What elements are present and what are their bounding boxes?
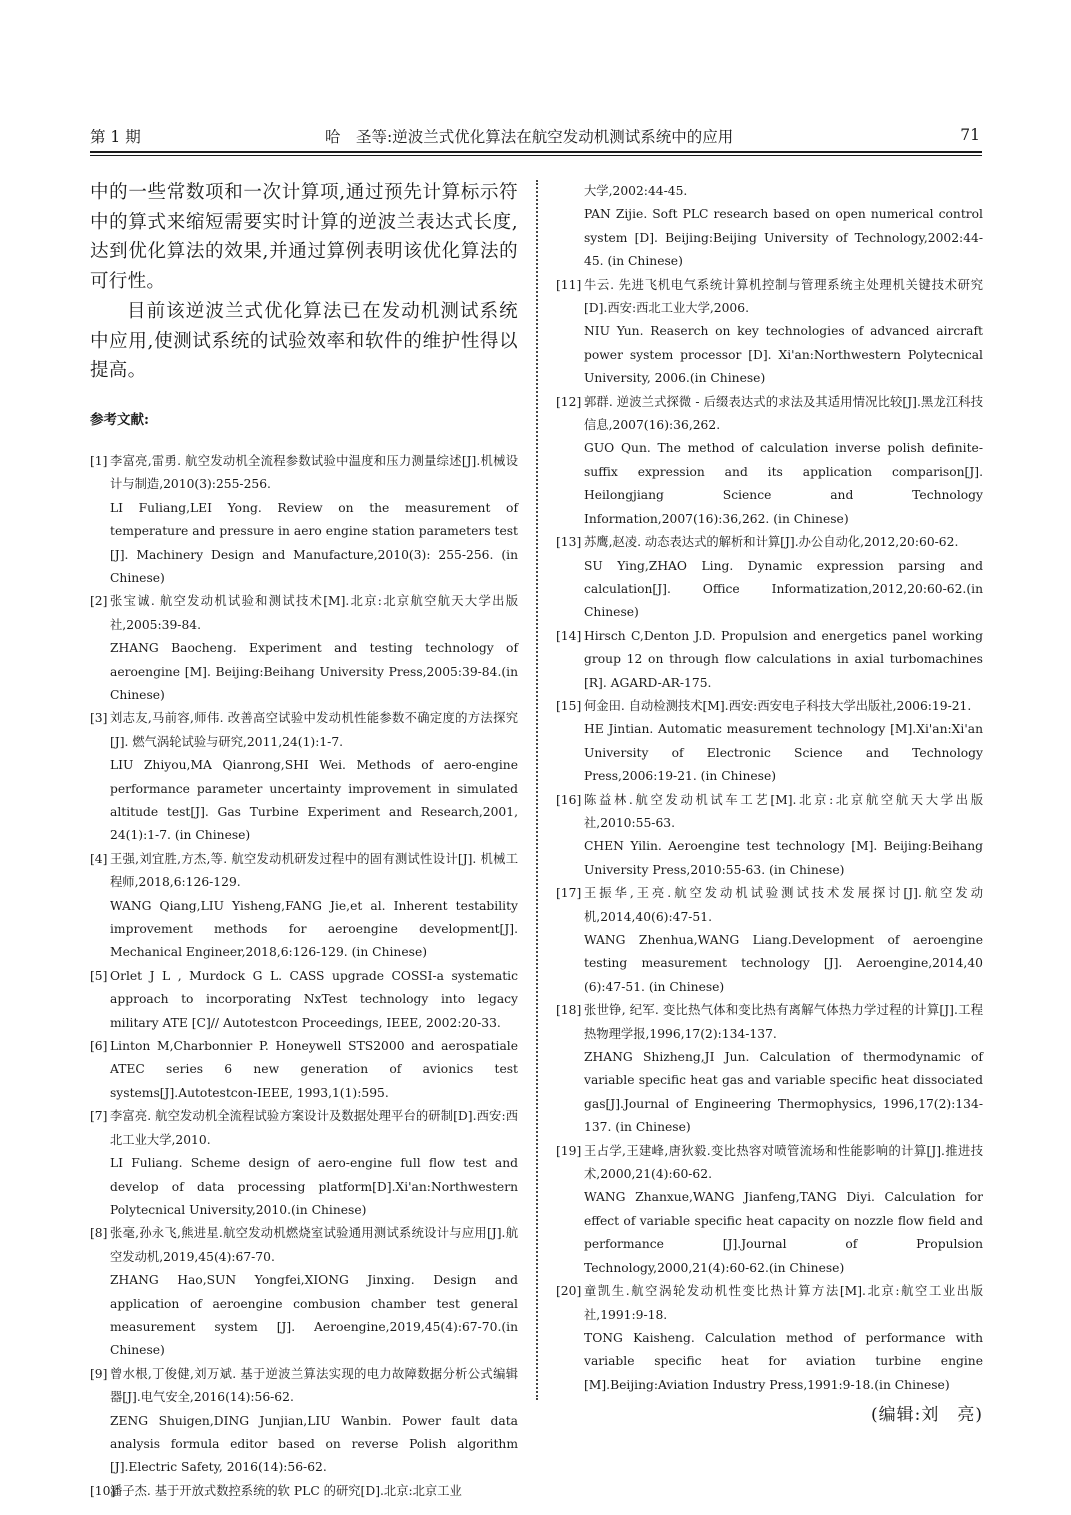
reference-item xyxy=(556,531,983,625)
reference-number: [9] xyxy=(90,1366,108,1381)
reference-zh: 苏鹰,赵凌. 动态表达式的解析和计算[J].办公自动化,2012,20:60-62. xyxy=(584,535,959,550)
reference-zh: 何金田. 自动检测技术[M].西安:西安电子科技大学出版社,2006:19-21. xyxy=(584,698,972,713)
reference-number: [17] xyxy=(556,886,582,901)
header-rule-thin xyxy=(90,155,982,156)
body-paragraph-1: 中的一些常数项和一次计算项,通过预先计算标示符中的算式来缩短需要实时计算的逆波兰表达式长度,达到优化算法的效果,并通过算例表明该优化算法的可行性。 xyxy=(90,182,518,293)
reference-number: [5] xyxy=(90,968,108,983)
reference-item xyxy=(90,1222,518,1362)
reference-zh: 陈益林.航空发动机试车工艺[M].北京:北京航空航天大学出版社,2010:55-63. xyxy=(584,792,983,830)
reference-en: LIU Zhiyou,MA Qianrong,SHI Wei. Methods of aero-engine performance parameter uncertainty improvement in simulated altitude test[J]. Gas Turbine Experiment and Research,2001, 24(1):1-7. (in Chinese) xyxy=(110,758,518,843)
reference-zh-line xyxy=(90,590,518,637)
reference-item xyxy=(90,1105,518,1222)
reference-number: [11] xyxy=(556,277,582,292)
reference-zh: 刘志友,马前容,师伟. 改善高空试验中发动机性能参数不确定度的方法探究[J]. 燃气涡轮试验与研究,2011,24(1):1-7. xyxy=(110,711,518,749)
reference-zh-line xyxy=(556,274,983,321)
reference-number: [19] xyxy=(556,1143,582,1158)
reference-number: [16] xyxy=(556,792,582,807)
reference-zh: 郭群. 逆波兰式探微 - 后缀表达式的求法及其适用情况比较[J].黑龙江科技信息,2007(16):36,262. xyxy=(584,394,983,433)
reference-en: TONG Kaisheng. Calculation method of performance with variable specific heat for aviation turbine engine [M].Beijing:Aviation Industry Press,1991:9-18.(in Chinese) xyxy=(584,1330,983,1392)
reference-item xyxy=(556,1280,983,1397)
reference-item xyxy=(556,391,983,531)
reference-item xyxy=(90,1363,518,1480)
reference-item xyxy=(556,274,983,391)
reference-en: CHEN Yilin. Aeroengine test technology [M]. Beijing:Beihang University Press,2010:55-63. (in Chinese) xyxy=(584,839,983,877)
issue-number: 第 1 期 xyxy=(90,128,141,146)
reference-zh: 张世铮, 纪军. 变比热气体和变比热有离解气体热力学过程的计算[J].工程热物理学报,1996,17(2):134-137. xyxy=(584,1003,983,1041)
reference-zh-line xyxy=(556,1140,983,1187)
reference-zh: 童凯生.航空涡轮发动机性变比热计算方法[M].北京:航空工业出版社,1991:9-18. xyxy=(584,1284,983,1322)
reference-item xyxy=(556,1140,983,1280)
reference-list-right xyxy=(556,274,983,1398)
reference-item xyxy=(90,1035,518,1105)
reference-number: [20] xyxy=(556,1284,582,1299)
page-number: 71 xyxy=(960,126,980,144)
editor-credit: (编辑:刘 亮) xyxy=(871,1405,983,1426)
reference-en: ZHANG Baocheng. Experiment and testing technology of aeroengine [M]. Beijing:Beihang University Press,2005:39-84.(in Chinese) xyxy=(110,641,518,702)
reference-item-continued xyxy=(556,180,983,274)
reference-number: [12] xyxy=(556,394,582,409)
reference-zh: 张毫,孙永飞,熊进星.航空发动机燃烧室试验通用测试系统设计与应用[J].航空发动机,2019,45(4):67-70. xyxy=(110,1226,518,1264)
reference-zh: 李富亮. 航空发动机全流程试验方案设计及数据处理平台的研制[D].西安:西北工业大学,2010. xyxy=(110,1109,518,1147)
reference-item xyxy=(90,848,518,965)
reference-item xyxy=(90,965,518,1035)
reference-zh-line xyxy=(556,999,983,1046)
reference-item xyxy=(90,590,518,707)
reference-zh-line xyxy=(556,789,983,836)
references-heading: 参考文献: xyxy=(90,411,149,428)
reference-number: [6] xyxy=(90,1039,108,1054)
reference-item xyxy=(556,882,983,999)
reference-item xyxy=(90,450,518,590)
reference-en: SU Ying,ZHAO Ling. Dynamic expression parsing and calculation[J]. Office Informatization,2012,20:60-62.(in Chinese) xyxy=(584,558,983,620)
reference-zh: Orlet J L , Murdock G L. CASS upgrade COSSI-a systematic approach to incorporating NxTest technology into legacy military ATE [C]// Autotestcon Proceedings, IEEE, 2002:20-33. xyxy=(110,968,518,1030)
right-column xyxy=(556,180,983,1429)
reference-zh-line xyxy=(90,848,518,895)
reference-zh-line xyxy=(90,1480,518,1503)
reference-en: WANG Zhenhua,WANG Liang.Development of aeroengine testing measurement technology [J]. Aeroengine,2014,40 (6):47-51. (in Chinese) xyxy=(584,933,983,994)
reference-zh: 曾水根,丁俊健,刘万斌. 基于逆波兰算法实现的电力故障数据分析公式编辑器[J].电气安全,2016(14):56-62. xyxy=(110,1366,518,1405)
reference-zh: 王占学,王建峰,唐狄毅.变比热容对喷管流场和性能影响的计算[J].推进技术,2000,21(4):60-62. xyxy=(584,1143,983,1182)
reference-zh: 王强,刘宜胜,方杰,等. 航空发动机研发过程中的固有测试性设计[J]. 机械工程师,2018,6:126-129. xyxy=(110,851,518,890)
reference-zh-line xyxy=(90,1105,518,1152)
reference-zh-line xyxy=(90,1363,518,1410)
reference-number: [2] xyxy=(90,594,108,609)
header-rule-thick xyxy=(90,151,982,153)
reference-zh: Hirsch C,Denton J.D. Propulsion and energetics panel working group 12 on through flow calculations in axial turbomachines [R]. AGARD-AR-175. xyxy=(584,628,983,690)
reference-item xyxy=(90,707,518,847)
reference-en: LI Fuliang. Scheme design of aero-engine full flow test and develop of data processing platform[D].Xi'an:Northwestern Polytecnical University,2010.(in Chinese) xyxy=(110,1156,518,1217)
reference-item xyxy=(556,625,983,695)
reference-zh-line xyxy=(556,882,983,929)
reference-number: [15] xyxy=(556,698,582,713)
reference-item xyxy=(556,695,983,789)
reference-item xyxy=(556,789,983,883)
reference-zh: 大学,2002:44-45. xyxy=(584,184,688,198)
reference-zh: 李富亮,雷勇. 航空发动机全流程参数试验中温度和压力测量综述[J].机械设计与制造,2010(3):255-256. xyxy=(110,453,518,492)
reference-zh-line xyxy=(90,965,518,1035)
reference-en: WANG Zhanxue,WANG Jianfeng,TANG Diyi. Calculation for effect of variable specific heat capacity on nozzle flow field and performance [J].Journal of Propulsion Technology,2000,21(4):60-62.(in Chinese) xyxy=(584,1190,983,1275)
reference-zh-line xyxy=(556,695,983,718)
running-header xyxy=(90,124,982,150)
column-divider xyxy=(536,180,538,1400)
reference-en: HE Jintian. Automatic measurement technology [M].Xi'an:Xi'an University of Electronic Science and Technology Press,2006:19-21. (in Chinese) xyxy=(584,722,983,784)
reference-number: [7] xyxy=(90,1109,108,1124)
reference-number: [10] xyxy=(90,1483,116,1498)
reference-zh-line xyxy=(90,1222,518,1269)
reference-en: ZHANG Hao,SUN Yongfei,XIONG Jinxing. Design and application of aeroengine combusion chamber test general measurement system [J]. Aeroengine,2019,45(4):67-70.(in Chinese) xyxy=(110,1273,518,1358)
reference-en: NIU Yun. Reaserch on key technologies of advanced aircraft power system processor [D]. Xi'an:Northwestern Polytecnical University, 2006.(in Chinese) xyxy=(584,324,983,386)
reference-zh-line xyxy=(556,531,983,554)
reference-en: GUO Qun. The method of calculation inverse polish definite-suffix expression and its application comparison[J]. Heilongjiang Science and Technology Information,2007(16):36,262. (in Chinese) xyxy=(584,441,983,526)
reference-item xyxy=(556,999,983,1139)
reference-en: ZENG Shuigen,DING Junjian,LIU Wanbin. Power fault data analysis formula editor based on reverse Polish algorithm [J].Electric Safety, 2016(14):56-62. xyxy=(110,1413,518,1475)
reference-en: WANG Qiang,LIU Yisheng,FANG Jie,et al. Inherent testability improvement methods for aeroengine development[J]. Mechanical Engineer,2018,6:126-129. (in Chinese) xyxy=(110,898,518,960)
reference-number: [4] xyxy=(90,851,108,866)
left-column xyxy=(90,178,518,1503)
running-title: 哈 圣等:逆波兰式优化算法在航空发动机测试系统中的应用 xyxy=(325,128,734,146)
reference-zh-line xyxy=(90,1035,518,1105)
reference-en: ZHANG Shizheng,JI Jun. Calculation of thermodynamic of variable specific heat gas and variable specific heat dissociated gas[J].Journal of Engineering Thermophysics, 1996,17(2):134-137. (in Chinese) xyxy=(584,1050,983,1135)
reference-list-left xyxy=(90,450,518,1503)
reference-number: [14] xyxy=(556,628,582,643)
reference-zh: 牛云. 先进飞机电气系统计算机控制与管理系统主处理机关键技术研究[D].西安:西北工业大学,2006. xyxy=(584,277,983,316)
reference-zh-line xyxy=(90,707,518,754)
reference-number: [1] xyxy=(90,453,108,468)
reference-zh-line xyxy=(90,450,518,497)
reference-zh: Linton M,Charbonnier P. Honeywell STS2000 and aerospatiale ATEC series 6 new generation of avionics test systems[J].Autotestcon-IEEE, 1993,1(1):595. xyxy=(110,1039,518,1100)
reference-zh-line xyxy=(556,391,983,438)
reference-number: [13] xyxy=(556,535,582,550)
reference-number: [8] xyxy=(90,1226,108,1241)
reference-en: PAN Zijie. Soft PLC research based on open numerical control system [D]. Beijing:Beijing University of Technology,2002:44-45. (in Chinese) xyxy=(584,207,983,269)
reference-zh-line xyxy=(556,625,983,695)
reference-zh: 张宝诚. 航空发动机试验和测试技术[M].北京:北京航空航天大学出版社,2005:39-84. xyxy=(110,594,518,632)
reference-item xyxy=(90,1480,518,1503)
reference-zh: 王振华,王亮.航空发动机试验测试技术发展探讨[J].航空发动机,2014,40(6):47-51. xyxy=(584,886,983,924)
reference-zh-line xyxy=(556,1280,983,1327)
body-paragraph-2: 目前该逆波兰式优化算法已在发动机测试系统中应用,使测试系统的试验效率和软件的维护性得以提高。 xyxy=(90,300,518,382)
reference-number: [3] xyxy=(90,711,108,726)
reference-en: LI Fuliang,LEI Yong. Review on the measurement of temperature and pressure in aero engine station parameters test [J]. Machinery Design and Manufacture,2010(3): 255-256. (in Chinese) xyxy=(110,500,518,585)
reference-zh: 潘子杰. 基于开放式数控系统的软 PLC 的研究[D].北京:北京工业 xyxy=(110,1483,462,1498)
reference-number: [18] xyxy=(556,1003,582,1018)
